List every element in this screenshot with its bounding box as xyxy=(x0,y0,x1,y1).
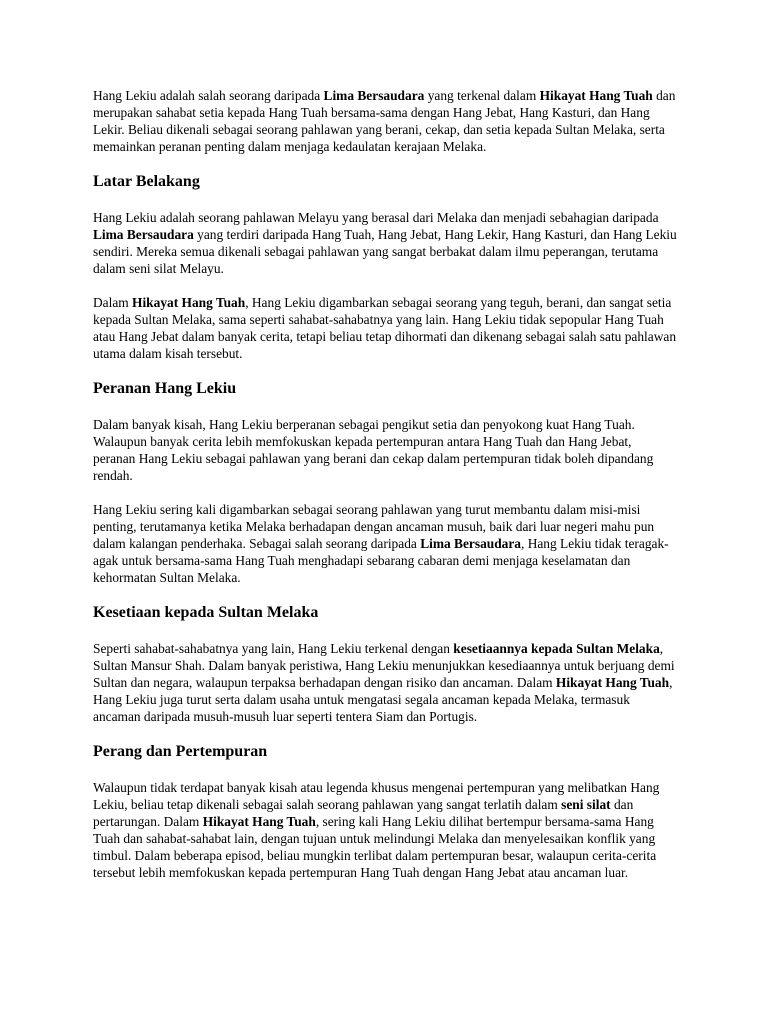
text-run: Seperti sahabat-sahabatnya yang lain, Hang Lekiu terkenal dengan xyxy=(93,641,454,656)
section-heading-latar-belakang: Latar Belakang xyxy=(93,173,200,190)
bold-term: Hikayat Hang Tuah xyxy=(132,295,246,310)
peranan-paragraph-1 xyxy=(93,416,677,484)
bold-term: Hikayat Hang Tuah xyxy=(539,88,653,103)
text-run: , Hang Lekiu tidak teragak-agak untuk bersama-sama Hang Tuah menghadapi sebarang cabaran demi menjaga keselamatan dan kehormatan Sultan Melaka. xyxy=(93,536,669,585)
text-run: Hang Lekiu sering kali digambarkan sebagai seorang pahlawan yang turut membantu dalam misi-misi penting, terutamanya ketika Melaka berhadapan dengan ancaman musuh, baik dari luar negeri mahu pun dalam kalangan penderhaka. Sebagai salah seorang daripada xyxy=(93,502,655,551)
text-run: dan pertarungan. Dalam xyxy=(93,797,634,829)
bold-term: Hikayat Hang Tuah xyxy=(555,675,670,690)
text-run: Dalam xyxy=(93,295,133,310)
peranan-paragraph-2 xyxy=(93,501,677,586)
section-heading-perang: Perang dan Pertempuran xyxy=(93,743,268,760)
text-run: Dalam banyak kisah, Hang Lekiu berperanan sebagai pengikut setia dan penyokong kuat Hang Tuah. Walaupun banyak cerita lebih memfokuskan kepada pertempuran antara Hang Tuah dan Hang Jebat, peranan Hang Lekiu sebagai pahlawan yang berani dan cekap dalam pertempuran tidak boleh dipandang rendah. xyxy=(93,417,654,483)
latar-paragraph-1 xyxy=(93,209,677,277)
text-run: , Sultan Mansur Shah. Dalam banyak peristiwa, Hang Lekiu menunjukkan kesediaannya untuk berjuang demi Sultan dan negara, walaupun terpaksa berhadapan dengan risiko dan ancaman. Dalam xyxy=(93,641,675,690)
text-run: yang terdiri daripada Hang Tuah, Hang Jebat, Hang Lekir, Hang Kasturi, dan Hang Lekiu sendiri. Mereka semua dikenali sebagai pahlawan yang sangat berbakat dalam ilmu peperangan, terutama dalam seni silat Melayu. xyxy=(93,227,677,276)
text-run: Walaupun tidak terdapat banyak kisah atau legenda khusus mengenai pertempuran yang melibatkan Hang Lekiu, beliau tetap dikenali sebagai salah seorang pahlawan yang sangat terlatih dalam xyxy=(93,780,660,812)
bold-term: kesetiaannya kepada Sultan Melaka xyxy=(453,641,660,656)
section-heading-peranan: Peranan Hang Lekiu xyxy=(93,380,237,397)
kesetiaan-paragraph-1 xyxy=(93,640,677,725)
text-run: Hang Lekiu adalah salah seorang daripada xyxy=(93,88,324,103)
text-run: yang terkenal dalam xyxy=(424,88,540,103)
bold-term: Lima Bersaudara xyxy=(323,88,425,103)
bold-term: Lima Bersaudara xyxy=(420,536,521,551)
bold-term: Lima Bersaudara xyxy=(93,227,194,242)
text-run: dan merupakan sahabat setia kepada Hang Tuah bersama-sama dengan Hang Jebat, Hang Kasturi, dan Hang Lekir. Beliau dikenali sebagai seorang pahlawan yang berani, cekap, dan setia kepada Sultan Melaka, serta memainkan peranan penting dalam menjaga kedaulatan kerajaan Melaka. xyxy=(93,88,676,154)
section-heading-kesetiaan: Kesetiaan kepada Sultan Melaka xyxy=(93,604,319,621)
perang-paragraph-1 xyxy=(93,779,677,881)
latar-paragraph-2 xyxy=(93,294,677,362)
bold-term: Hikayat Hang Tuah xyxy=(202,814,316,829)
text-run: Hang Lekiu adalah seorang pahlawan Melayu yang berasal dari Melaka dan menjadi sebahagian daripada xyxy=(93,210,659,225)
intro-paragraph xyxy=(93,87,677,155)
text-run: , sering kali Hang Lekiu dilihat bertempur bersama-sama Hang Tuah dan sahabat-sahabat lain, dengan tujuan untuk melindungi Melaka dan menyelesaikan konflik yang timbul. Dalam beberapa episod, beliau mungkin terlibat dalam pertempuran besar, walaupun cerita-cerita tersebut lebih memfokuskan kepada pertempuran Hang Tuah dengan Hang Jebat atau ancaman luar. xyxy=(93,814,657,880)
bold-term: seni silat xyxy=(561,797,611,812)
text-run: , Hang Lekiu juga turut serta dalam usaha untuk mengatasi segala ancaman kepada Melaka, termasuk ancaman daripada musuh-musuh luar seperti tentera Siam dan Portugis. xyxy=(93,675,673,724)
document-page xyxy=(93,87,677,898)
text-run: , Hang Lekiu digambarkan sebagai seorang yang teguh, berani, dan sangat setia kepada Sultan Melaka, sama seperti sahabat-sahabatnya yang lain. Hang Lekiu tidak sepopular Hang Tuah atau Hang Jebat dalam banyak cerita, tetapi beliau tetap dihormati dan dikenang sebagai salah satu pahlawan utama dalam kisah tersebut. xyxy=(93,295,677,361)
